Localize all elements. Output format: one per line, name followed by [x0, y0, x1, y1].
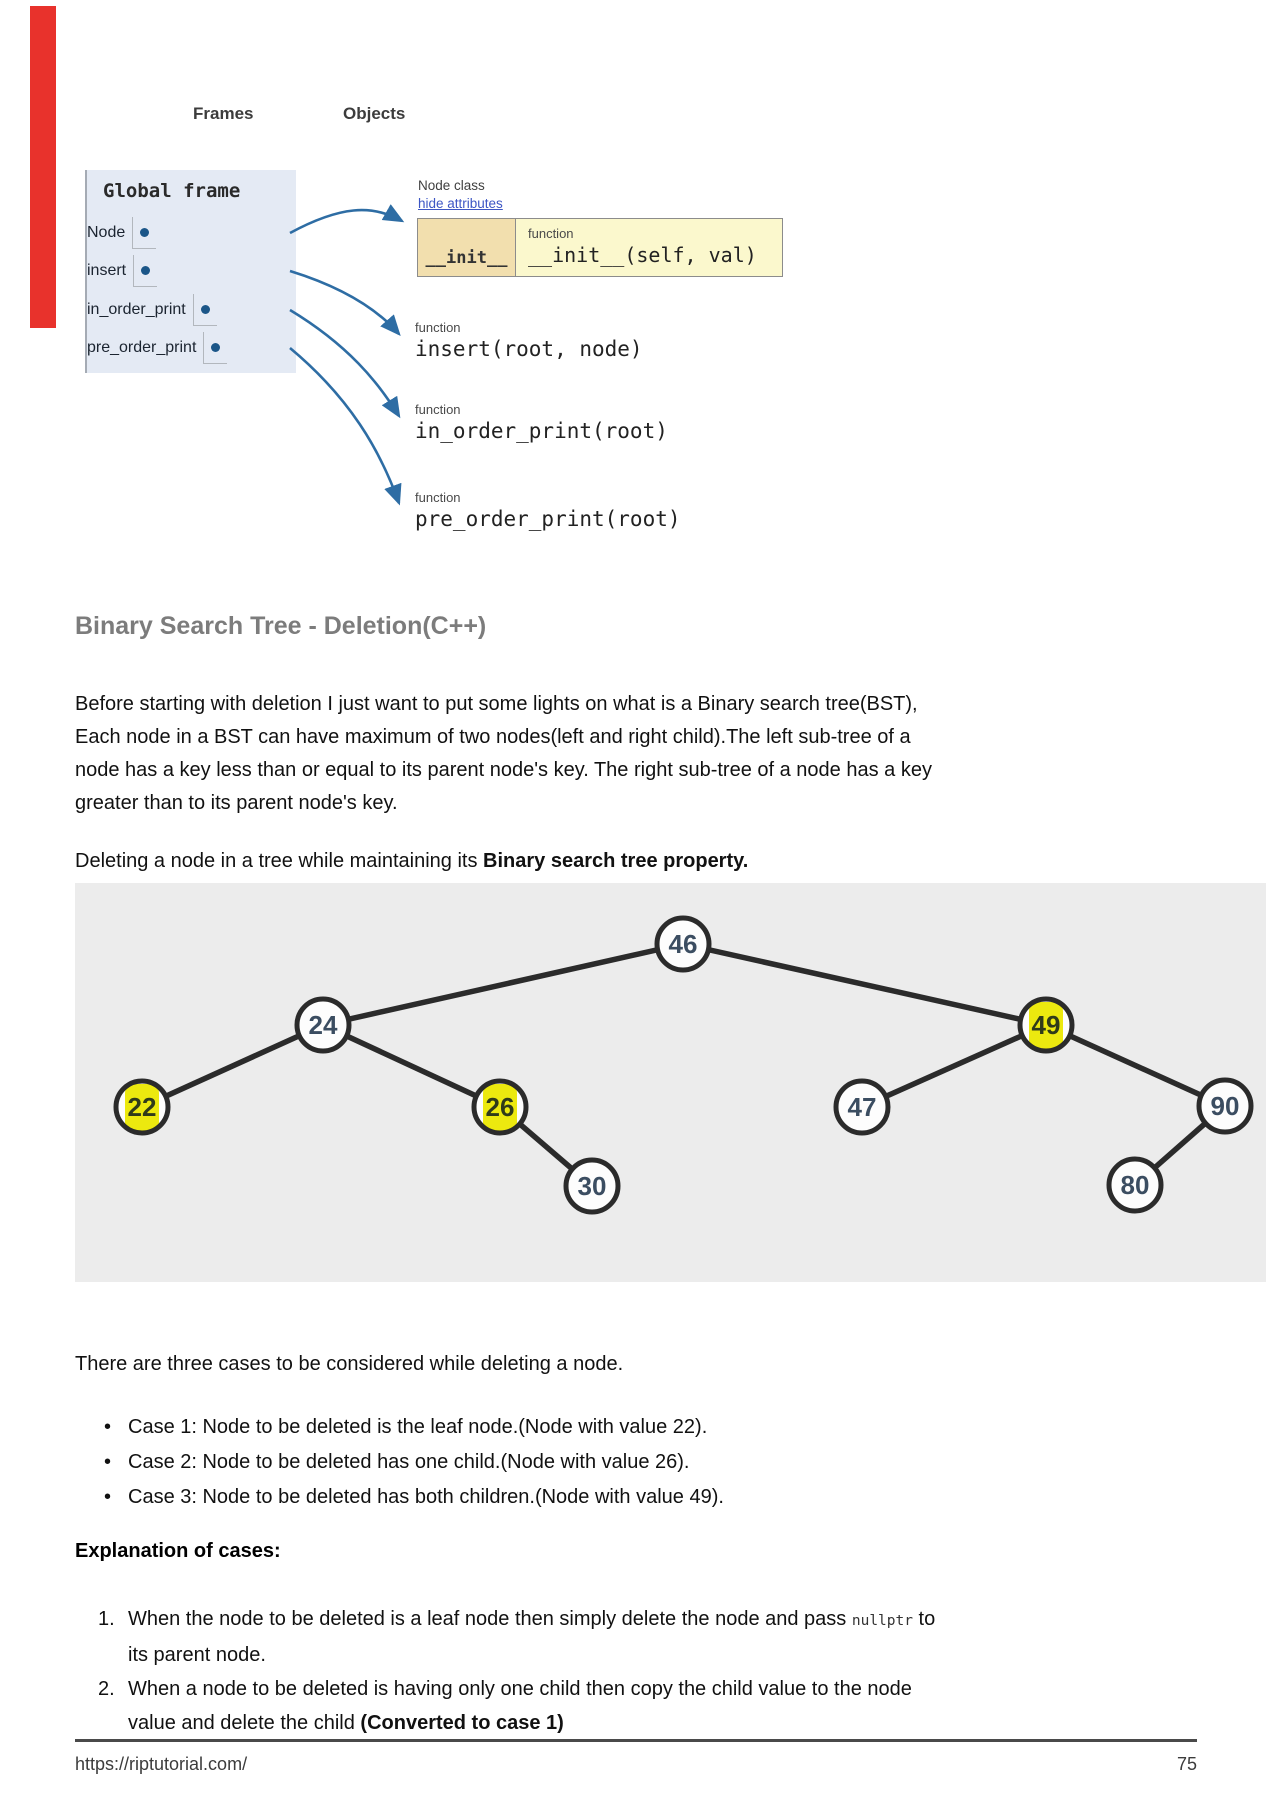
objects-column-header: Objects	[343, 104, 406, 123]
footer-divider	[75, 1739, 1197, 1742]
page-footer	[75, 1754, 1197, 1775]
bst-tree-figure	[75, 883, 1266, 1282]
function-object-1	[415, 402, 668, 443]
tree-node-49	[1020, 999, 1072, 1051]
frame-variable-pre_order_print	[87, 331, 296, 365]
global-frame-box	[85, 170, 296, 373]
frame-variable-Node	[87, 216, 296, 250]
variable-value-cell	[133, 255, 157, 287]
tree-node-46	[657, 918, 709, 970]
node-value: 49	[1031, 1010, 1061, 1040]
python-tutor-diagram	[0, 0, 1272, 575]
frame-variable-insert	[87, 254, 296, 288]
red-highlight-bar	[30, 6, 56, 328]
node-value: 90	[1210, 1091, 1240, 1121]
node-value: 22	[127, 1092, 157, 1122]
intro-paragraph	[75, 688, 1215, 820]
bullet-icon: •	[104, 1486, 112, 1508]
explanation-heading: Explanation of cases:	[75, 1540, 281, 1562]
tree-edge-49-90	[1046, 1025, 1225, 1106]
case-bullet-item	[104, 1445, 724, 1480]
case-bullet-item	[104, 1410, 724, 1445]
function-signature: insert(root, node)	[415, 337, 643, 361]
variable-label: pre_order_print	[87, 339, 197, 356]
converted-to-case1-bold: (Converted to case 1)	[360, 1712, 564, 1734]
init-object-box	[417, 218, 783, 277]
pointer-origin-dot	[140, 228, 149, 237]
tree-edge-46-49	[683, 944, 1046, 1025]
deleting-sentence-plain: Deleting a node in a tree while maintaining its	[75, 850, 484, 872]
bst-property-bold: Binary search tree property.	[483, 850, 749, 872]
explanation-item-1	[98, 1602, 1178, 1672]
bullet-icon: •	[104, 1451, 112, 1473]
bst-tree-panel	[75, 883, 1266, 1282]
tree-edge-49-47	[862, 1025, 1046, 1107]
item-1-text: When the node to be deleted is a leaf node then simply delete the node and pass nullptr to its parent node.	[128, 1608, 936, 1666]
tree-edge-24-22	[142, 1025, 323, 1107]
node-value: 47	[847, 1092, 877, 1122]
pointer-origin-dot	[141, 266, 150, 275]
function-kind-label: function	[528, 226, 574, 241]
function-kind-label: function	[415, 490, 461, 505]
function-object-0	[415, 320, 643, 361]
nullptr-code: nullptr	[851, 1613, 913, 1629]
tree-edge-46-24	[323, 944, 683, 1025]
item-2-text: When a node to be deleted is having only one child then copy the child value to the node value and delete the child (Converted to case 1)	[128, 1678, 912, 1734]
tree-edge-24-26	[323, 1025, 500, 1107]
variable-label: insert	[87, 262, 127, 279]
frames-column-header: Frames	[193, 104, 254, 123]
bullet-text: Case 1: Node to be deleted is the leaf node.(Node with value 22).	[128, 1416, 708, 1438]
section-heading: Binary Search Tree - Deletion(C++)	[75, 612, 487, 640]
tree-node-47	[836, 1081, 888, 1133]
tree-node-30	[566, 1160, 618, 1212]
paragraph-line: Each node in a BST can have maximum of two nodes(left and right child).The left sub-tree of a	[75, 726, 911, 748]
variable-value-cell	[132, 217, 156, 249]
init-function-signature: __init__(self, val)	[528, 243, 757, 267]
node-value: 46	[668, 929, 698, 959]
explanation-item-2	[98, 1672, 1178, 1740]
node-value: 30	[577, 1171, 607, 1201]
global-frame-title: Global frame	[103, 180, 241, 202]
tree-node-24	[297, 999, 349, 1051]
footer-url[interactable]: https://riptutorial.com/	[75, 1754, 248, 1774]
variable-value-cell	[203, 332, 227, 364]
case-bullet-item	[104, 1480, 724, 1515]
tree-node-26	[474, 1081, 526, 1133]
node-class-label: Node class	[418, 178, 485, 193]
node-value: 24	[308, 1010, 338, 1040]
explanation-numbered-list	[98, 1602, 1178, 1740]
paragraph-line: Before starting with deletion I just want to put some lights on what is a Binary search tree(BST),	[75, 693, 918, 715]
function-kind-label: function	[415, 402, 461, 417]
pointer-origin-dot	[211, 343, 220, 352]
cases-intro: There are three cases to be considered while deleting a node.	[75, 1353, 624, 1375]
function-object-2	[415, 490, 681, 531]
init-function-cell	[516, 219, 782, 276]
function-signature: pre_order_print(root)	[415, 507, 681, 531]
deleting-sentence	[75, 845, 1215, 878]
function-kind-label: function	[415, 320, 461, 335]
bullet-icon: •	[104, 1416, 112, 1438]
bullet-text: Case 3: Node to be deleted has both children.(Node with value 49).	[128, 1486, 724, 1508]
pointer-origin-dot	[201, 305, 210, 314]
cases-bullet-list	[104, 1410, 724, 1515]
item-1-number: 1.	[98, 1608, 115, 1630]
init-attribute-name: __init__	[418, 219, 516, 276]
variable-label: Node	[87, 224, 126, 241]
tree-node-22	[116, 1081, 168, 1133]
node-value: 26	[485, 1092, 515, 1122]
function-signature: in_order_print(root)	[415, 419, 668, 443]
paragraph-line: node has a key less than or equal to its parent node's key. The right sub-tree of a node has a key	[75, 759, 932, 781]
tree-node-80	[1109, 1159, 1161, 1211]
footer-page-number: 75	[1176, 1754, 1197, 1774]
variable-label: in_order_print	[87, 301, 186, 318]
frame-variable-in_order_print	[87, 293, 296, 327]
paragraph-line: greater than to its parent node's key.	[75, 792, 398, 814]
bullet-text: Case 2: Node to be deleted has one child.(Node with value 26).	[128, 1451, 690, 1473]
item-2-number: 2.	[98, 1678, 115, 1700]
hide-attributes-link[interactable]: hide attributes	[418, 196, 503, 211]
tree-node-90	[1199, 1080, 1251, 1132]
node-value: 80	[1120, 1170, 1150, 1200]
variable-value-cell	[193, 294, 217, 326]
